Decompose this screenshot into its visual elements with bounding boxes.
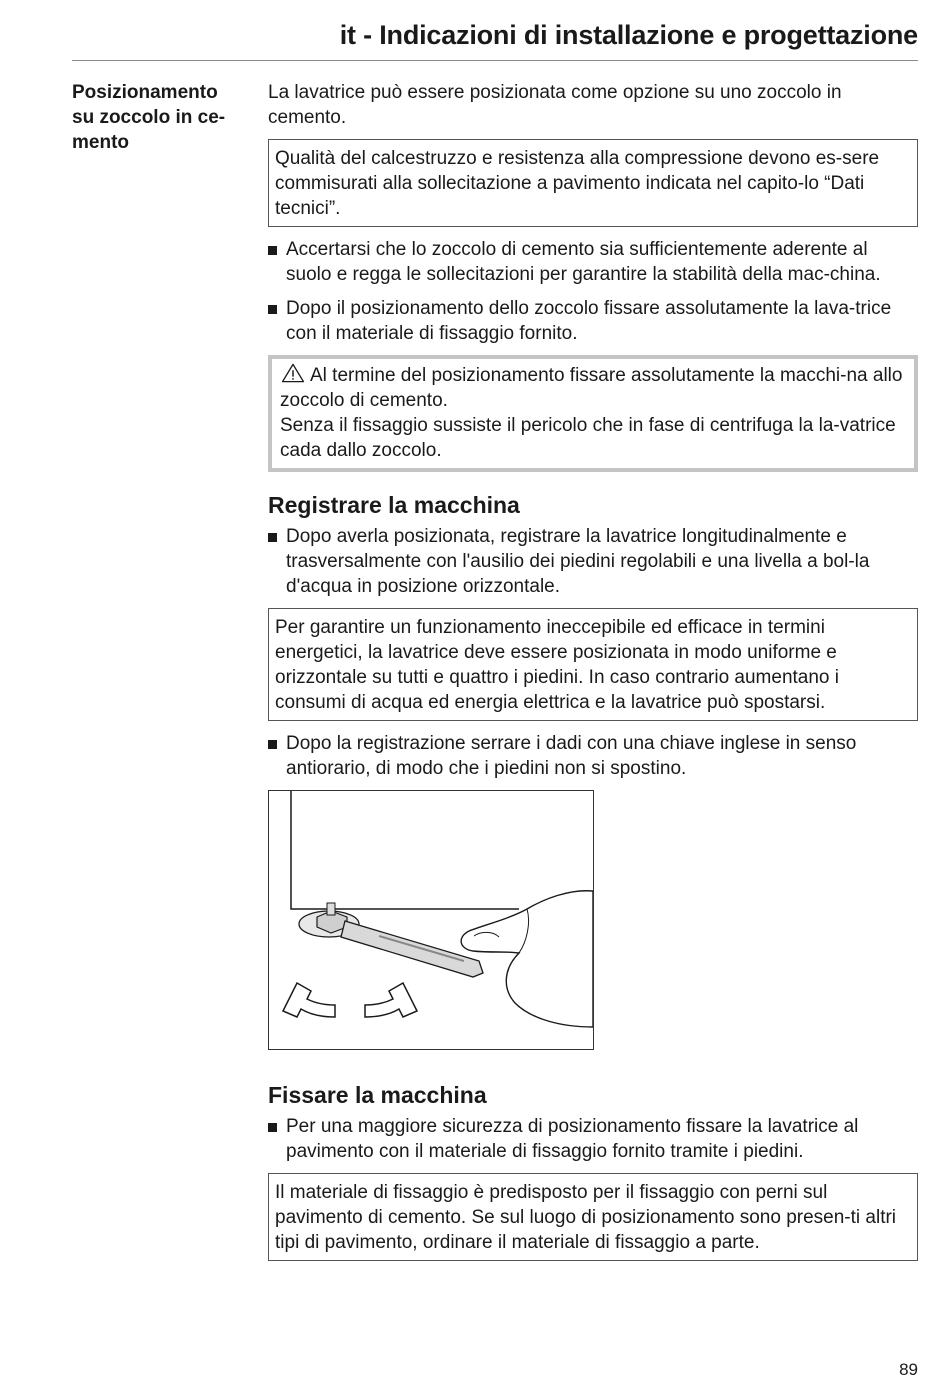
bullet-square-icon xyxy=(268,1123,277,1132)
counterclockwise-arrow-icon xyxy=(283,983,335,1017)
note-box-leveling xyxy=(268,608,918,721)
list-item xyxy=(268,237,918,287)
bullet-list-plinth xyxy=(268,237,918,346)
note-text: Per garantire un funzionamento ineccepibile ed efficace in termini energetici, la lavatrice deve essere posizionata in modo uniforme e orizzontale su tutti e quattro i piedini. In caso contrario aumentano i consumi di acqua ed energia elettrica e la lavatrice può spostarsi. xyxy=(275,617,839,713)
warning-text-1: Al termine del posizionamento fissare assolutamente la macchi-na allo zoccolo di cemento. xyxy=(280,365,903,411)
heading-fissare: Fissare la macchina xyxy=(268,1082,487,1108)
side-heading xyxy=(72,80,247,155)
page-number: 89 xyxy=(899,1360,918,1379)
page-header-title: it - Indicazioni di installazione e progettazione xyxy=(339,20,918,50)
side-heading-line-2: su zoccolo in ce- xyxy=(72,107,226,128)
bullet-square-icon xyxy=(268,740,277,749)
list-item xyxy=(268,296,918,346)
warning-box xyxy=(268,355,918,472)
bullet-square-icon xyxy=(268,246,277,255)
warning-text-2: Senza il fissaggio sussiste il pericolo che in fase di centrifuga la la-vatrice cada dallo zoccolo. xyxy=(280,415,896,461)
list-item xyxy=(268,731,918,781)
list-item-text: Per una maggiore sicurezza di posizionamento fissare la lavatrice al pavimento con il materiale di fissaggio fornito tramite i piedini. xyxy=(286,1116,859,1162)
list-item-text: Accertarsi che lo zoccolo di cemento sia sufficientemente aderente al suolo e regga le sollecitazioni per garantire la stabilità della mac-china. xyxy=(286,239,881,285)
warning-triangle-icon xyxy=(280,363,306,383)
wrench-icon xyxy=(341,921,483,977)
side-heading-line-1: Posizionamento xyxy=(72,82,218,103)
list-item xyxy=(268,524,918,599)
list-item-text: Dopo la registrazione serrare i dadi con una chiave inglese in senso antiorario, di modo che i piedini non si spostino. xyxy=(286,733,857,779)
note-text: Il materiale di fissaggio è predisposto per il fissaggio con perni sul pavimento di cemento. Se sul luogo di posizionamento sono presen-ti altri tipi di pavimento, ordinare il materiale di fissaggio a parte. xyxy=(275,1182,897,1253)
list-item-text: Dopo averla posizionata, registrare la lavatrice longitudinalmente e trasversalmente con l'ausilio dei piedini regolabili e una livella a bol-la d'acqua in posizione orizzontale. xyxy=(286,526,870,597)
list-item-text: Dopo il posizionamento dello zoccolo fissare assolutamente la lava-trice con il materiale di fissaggio fornito. xyxy=(286,298,892,344)
wrench-adjusting-foot-illustration xyxy=(268,790,594,1050)
main-content xyxy=(268,80,918,1271)
clockwise-arrow-icon xyxy=(365,983,417,1017)
side-heading-line-3: mento xyxy=(72,132,129,153)
note-box-fixing-material xyxy=(268,1173,918,1261)
list-item xyxy=(268,1114,918,1164)
bullet-list-leveling xyxy=(268,524,918,599)
bullet-list-tighten xyxy=(268,731,918,781)
header-divider xyxy=(72,60,918,61)
heading-registrare: Registrare la macchina xyxy=(268,492,520,518)
bullet-square-icon xyxy=(268,305,277,314)
note-box-concrete-quality xyxy=(268,139,918,227)
bullet-square-icon xyxy=(268,533,277,542)
bullet-list-fixing xyxy=(268,1114,918,1164)
intro-paragraph: La lavatrice può essere posizionata come opzione su uno zoccolo in cemento. xyxy=(268,82,842,128)
note-text: Qualità del calcestruzzo e resistenza alla compressione devono es-sere commisurati alla sollecitazione a pavimento indicata nel capito-lo “Dati tecnici”. xyxy=(275,148,880,219)
machine-body-outline xyxy=(291,791,519,909)
